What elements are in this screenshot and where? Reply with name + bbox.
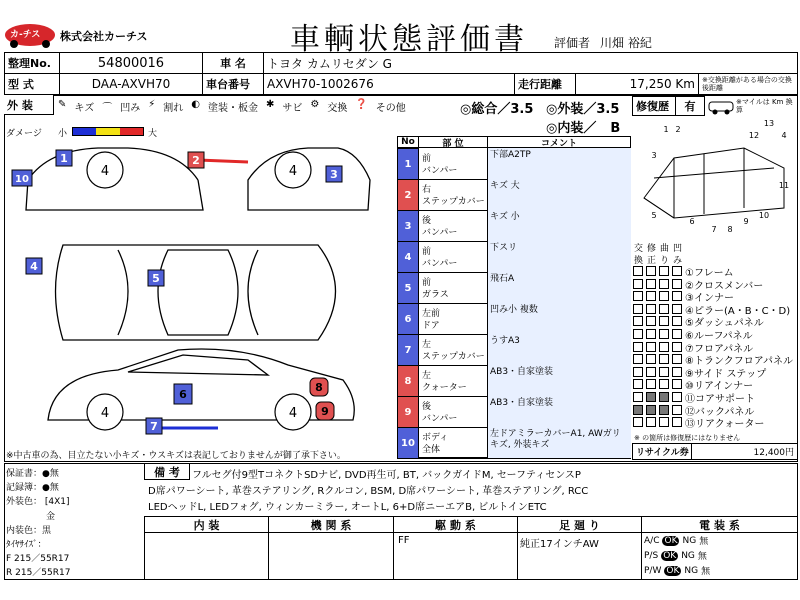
wheel-label-rear-left: 4 [288,164,298,179]
hosho-value: 無 [49,469,59,479]
overall-value: 3.5 [510,102,534,117]
frame-part-label: ④ピラー(A・B・C・D) [685,305,791,317]
comment-row-divider [418,272,488,273]
damage-label: ダメージ [6,129,42,139]
comment-row-part-side: 前 [422,278,432,288]
comment-row-no: 6 [397,303,419,335]
frame-grid-cell [633,342,643,352]
frame-col-header2-2: 正 [646,256,656,266]
wheel-label-front-left: 4 [100,164,110,179]
damage-scale-yellow [96,128,119,135]
frame-grid-cell [672,342,682,352]
frame-col-header-3: 曲 [659,244,669,254]
scratch-icon: ✎ [58,99,67,110]
diagram-marker-9: 9 [321,405,329,418]
frame-col-header-2: 修 [646,244,656,254]
frame-grid-cell [633,279,643,289]
kiroku-check-icon: ● [42,483,50,493]
frame-grid-cell [672,279,682,289]
frame-grid-cell [672,304,682,314]
comment-col-comment: コメント [487,136,631,148]
comment-row-part-side: 右 [422,185,432,195]
diagram-marker-10: 10 [15,174,29,185]
frame-grid-cell [672,354,682,364]
comment-row-text: AB3・自家塗装 [487,396,631,428]
diagram-marker-2: 2 [192,154,200,167]
denso-none: 無 [699,537,709,547]
crack-icon: ⚡ [148,99,156,110]
kiroku [6,480,59,493]
tire-front: F 215／55R17 [6,554,70,564]
comment-row-text: キズ 大 [487,179,631,211]
denso-ok: OK [666,565,680,576]
frame-grid-cell [659,354,669,364]
comment-row-part-name: バンパー [422,414,458,424]
exterior-label: 外 装 [4,95,54,115]
comment-row-part-name: バンパー [422,228,458,238]
frame-grid-cell [646,342,656,352]
overall-label: ◎総合／ [460,102,511,117]
comment-row-part-name: 全体 [422,445,441,455]
col-denso: 電 装 系 [641,516,798,533]
biko-label: 備 考 [144,463,190,480]
katashiki-label: 型 式 [4,73,60,95]
seiri-label: 整理No. [4,52,60,74]
comment-row-text: AB3・自家塗装 [487,365,631,397]
frame-grid-cell [659,379,669,389]
frame-grid-cell [646,392,656,402]
frame-grid-cell [672,266,682,276]
frame-part-label: ②クロスメンバー [685,280,764,292]
frame-part-label: ①フレーム [685,268,734,279]
kudou-value: FF [398,535,410,546]
damage-scale-red [120,128,143,135]
frame-grid-cell [672,316,682,326]
comment-row-part-side: 後 [422,402,432,412]
legend [58,99,406,114]
comment-row-no: 10 [397,427,419,459]
paint-icon: ◐ [191,99,200,110]
comment-row-no: 9 [397,396,419,428]
denso-label: A/C [644,535,660,546]
comment-row-divider [418,303,488,304]
frame-number-9: 9 [743,217,749,226]
frame-grid-cell [672,291,682,301]
exterior-rating [546,98,619,117]
comment-row-part-side: ボディ [422,433,449,443]
diagram-marker-6: 6 [179,388,187,401]
frame-part-label: ⑩リアインナー [685,381,754,393]
frame-part-label: ③インナー [685,293,734,305]
frame-grid-cell [646,367,656,377]
frame-grid-cell [659,367,669,377]
frame-grid-cell [633,291,643,301]
frame-grid-cell [633,304,643,314]
frame-grid-cell [633,354,643,364]
legend-paint: 塗装・板金 [207,103,258,114]
comment-row-text: キズ 小 [487,210,631,242]
logo-text: カ-チス [10,30,41,40]
frame-grid-cell [672,405,682,415]
gaisou [6,494,70,507]
damage-small: 小 [58,129,68,139]
frame-part-label: ⑫バックパネル [685,406,755,418]
comment-row-part-side: 前 [422,247,432,257]
frame-part-label: ⑨サイド ステップ [685,368,767,380]
frame-number-8: 8 [727,225,733,234]
comment-row-divider [418,179,488,180]
frame-number-6: 6 [689,217,695,226]
shamei-label: 車 名 [202,52,264,74]
col-kikan: 機 関 系 [268,516,394,533]
exterior-rating-label: ◎外装／ [546,102,597,117]
hosho-check-icon: ● [42,469,50,479]
diagram-marker-3: 3 [330,168,338,181]
comment-col-no: No [397,136,419,148]
kyori-value: 17,250 Km [575,73,699,95]
denso-none: 無 [701,567,711,577]
denso-label: P/S [644,550,659,561]
frame-grid-cell [646,417,656,427]
col-kikan-body [268,532,394,580]
frame-grid-cell [646,304,656,314]
interior-rating-value: B [610,121,621,136]
frame-part-label: ⑦フロアパネル [685,343,754,355]
gaisou-label: 外装色： [6,497,43,507]
frame-diagram [634,118,798,240]
comment-row-divider [418,241,488,242]
comment-row-no: 7 [397,334,419,366]
repair-value: 有 [675,96,705,116]
frame-number-7: 7 [711,225,717,234]
shadai-value: AXVH70-1002676 [263,73,515,95]
frame-grid-cell [659,266,669,276]
legend-dent: 凹み [120,103,141,114]
naisou-label: 内装色： [6,526,43,536]
comment-row-part-name: ステップカバー [422,352,485,362]
col-naisou-body [144,532,269,580]
frame-grid-cell [659,304,669,314]
interior-rating-label: ◎内装／ [546,121,597,136]
frame-grid-cell [646,354,656,364]
frame-number-3: 3 [651,151,657,160]
comment-row-part-name: ドア [422,321,440,331]
comment-row-part-name: バンパー [422,259,458,269]
comment-row-text: 凹み小 複数 [487,303,631,335]
replace-icon: ⚙ [310,99,320,110]
frame-number-4: 4 [781,131,787,140]
kyori-note: ※交換距離がある場合の交換後距離 [698,73,798,95]
exterior-rating-value: 3.5 [596,102,620,117]
comment-row-divider [418,334,488,335]
hosho-label: 保証書： [6,469,43,479]
frame-grid-cell [672,379,682,389]
frame-grid-cell [646,405,656,415]
frame-number-11: 11 [778,181,790,190]
company-name: 株式会社カーチス [60,30,148,43]
frame-grid-cell [633,329,643,339]
frame-grid-cell [659,291,669,301]
frame-grid-cell [646,379,656,389]
comment-row-part-name: ガラス [422,290,449,300]
naisou-value: 黒 [42,526,52,536]
frame-col-header-1: 交 [633,244,643,254]
frame-part-label: ⑤ダッシュパネル [685,318,764,330]
diagram-marker-5: 5 [152,272,160,285]
legend-crack: 割れ [163,103,184,114]
evaluator-label: 評価者 [554,36,591,50]
frame-footer-note: ※ の箇所は修復歴にはなりません [634,434,741,442]
mile-note: ※マイルは Km 換算 [736,98,793,114]
denso-ok: OK [664,535,678,546]
damage-large: 大 [148,129,158,139]
rust-icon: ✱ [265,99,275,110]
footnote: ※中古車の為、目立たない小キズ・ウスキズは表記しておりませんが御了承下さい。 [6,451,346,461]
wheel-label-rear-right: 4 [288,406,298,421]
denso-row [644,549,707,562]
legend-other: その他 [375,103,406,114]
seiri-value: 54800016 [59,52,203,74]
frame-grid-cell [633,266,643,276]
frame-col-header2-3: り [659,256,669,266]
comment-row-no: 8 [397,365,419,397]
repair-label: 修復歴 [632,96,676,116]
comment-row-text: 下部A2TP [487,148,631,180]
comment-row-part-name: クォーター [422,383,467,393]
frame-grid-cell [672,329,682,339]
comment-row-text: 下スリ [487,241,631,273]
biko-line-1: フルセグ付9型TコネクトSDナビ, DVD再生可, BT, バックガイドM, セーフティセンスP [192,470,581,481]
recycle-label: リサイクル券 [632,443,692,460]
damage-scale [72,127,144,136]
comment-row-part-side: 左前 [422,309,441,319]
frame-number-10: 10 [758,211,770,220]
frame-grid-cell [672,417,682,427]
frame-grid-cell [633,367,643,377]
col-ashi: 足 廻 り [517,516,642,533]
denso-row [644,534,708,547]
frame-grid-cell [659,279,669,289]
gaisou-value: 金 [46,512,56,522]
denso-ng: NG [682,535,697,546]
comment-row-part-side: 左 [422,371,432,381]
denso-ng: NG [681,550,695,561]
wheel-label-front-right: 4 [100,406,110,421]
comment-row-part-side: 後 [422,216,432,226]
frame-grid-cell [646,279,656,289]
shadai-label: 車台番号 [202,73,264,95]
frame-grid-cell [659,417,669,427]
frame-grid-cell [659,316,669,326]
comment-row-text: うすA3 [487,334,631,366]
page-title: 車輌状態評価書 [290,22,528,57]
frame-grid-cell [633,405,643,415]
denso-ng: NG [684,565,699,576]
evaluator-name: 川畑 裕紀 [600,36,652,50]
comment-row-part-name: ステップカバー [422,197,485,207]
repair-car-icon [708,97,734,115]
denso-none: 無 [697,552,707,562]
frame-grid-cell [633,316,643,326]
overall-rating [460,98,533,117]
frame-grid-cell [659,392,669,402]
comment-row-no: 3 [397,210,419,242]
frame-grid-cell [633,379,643,389]
col-kudou-body [393,532,518,580]
frame-grid-cell [646,316,656,326]
frame-number-12: 12 [748,131,760,140]
frame-grid-cell [659,405,669,415]
comment-row-divider [418,365,488,366]
frame-grid-cell [659,342,669,352]
naisou [6,523,51,536]
col-naisou: 内 装 [144,516,269,533]
diagram-marker-8: 8 [315,381,323,394]
comment-row-text: 飛石A [487,272,631,304]
shamei-value: トヨタ カムリセダン G [263,52,798,74]
comment-row-divider [418,396,488,397]
ashi-value: 純正17インチAW [520,539,599,550]
denso-label: P/W [644,565,662,576]
comment-row-text: 左ドアミラーカバーA1, AWガリキズ, 外装キズ [487,427,631,459]
katashiki-value: DAA-AXVH70 [59,73,203,95]
diagram-marker-4: 4 [30,260,38,273]
frame-grid-cell [646,291,656,301]
diagram-marker-1: 1 [60,152,68,165]
comment-row-no: 2 [397,179,419,211]
comment-row-divider [418,427,488,428]
frame-col-header2-1: 換 [633,256,643,266]
legend-rust: サビ [282,103,303,114]
frame-part-label: ⑧トランクフロアパネル [685,356,793,368]
frame-number-2: 2 [675,125,681,134]
kyori-label: 走行距離 [514,73,576,95]
frame-grid-cell [633,392,643,402]
denso-row [644,564,710,577]
comment-col-part: 部 位 [418,136,488,148]
interior-rating [546,117,620,136]
frame-grid-cell [659,329,669,339]
comment-row-no: 5 [397,272,419,304]
other-icon: ❓ [355,99,368,110]
frame-col-header-4: 凹 [672,244,682,254]
comment-row-part-name: バンパー [422,166,458,176]
dent-icon: ⌒ [102,103,113,114]
denso-ok: OK [663,550,677,561]
gaisou-code: [4X1] [44,497,70,507]
tire-rear: R 215／55R17 [6,568,71,578]
frame-grid-cell [672,392,682,402]
damage-scale-blue [73,128,96,135]
kiroku-label: 記録簿： [6,483,43,493]
tire-label: ﾀｲﾔｻｲｽﾞ： [6,540,47,550]
comment-row-no: 1 [397,148,419,180]
comment-row-no: 4 [397,241,419,273]
biko-line-3: LEDヘッドL, LEDフォグ, ウィンカーミラー, オートL, 6+D席ニーエアB, ビルトインETC [148,502,547,513]
biko-line-2: D席パワーシート, 革巻ステアリング, Rクルコン, BSM, D席パワーシート, 革巻ステアリング, RCC [148,486,589,497]
col-kudou: 駆 動 系 [393,516,518,533]
frame-grid-cell [646,329,656,339]
frame-number-13: 13 [763,119,775,128]
kiroku-value: 無 [49,483,59,493]
comment-row-part-side: 左 [422,340,432,350]
legend-replace: 交換 [327,103,348,114]
legend-scratch: キズ [74,103,95,114]
frame-col-header2-4: み [672,256,682,266]
frame-number-1: 1 [663,125,669,134]
frame-grid-cell [633,417,643,427]
frame-col-headers-2 [632,253,684,266]
frame-part-label: ⑥ルーフパネル [685,331,753,342]
frame-part-label: ⑬リアクォーター [685,419,765,431]
comment-row-divider [418,458,488,459]
frame-grid-cell [672,367,682,377]
recycle-value: 12,400円 [691,443,798,460]
comment-row-divider [418,210,488,211]
frame-part-label: ⑪コアサポート [685,394,755,405]
frame-number-5: 5 [651,211,657,220]
frame-grid-cell [646,266,656,276]
car-diagram [8,140,392,446]
comment-row-part-side: 前 [422,154,432,164]
diagram-marker-7: 7 [150,420,158,433]
hosho [6,466,59,479]
